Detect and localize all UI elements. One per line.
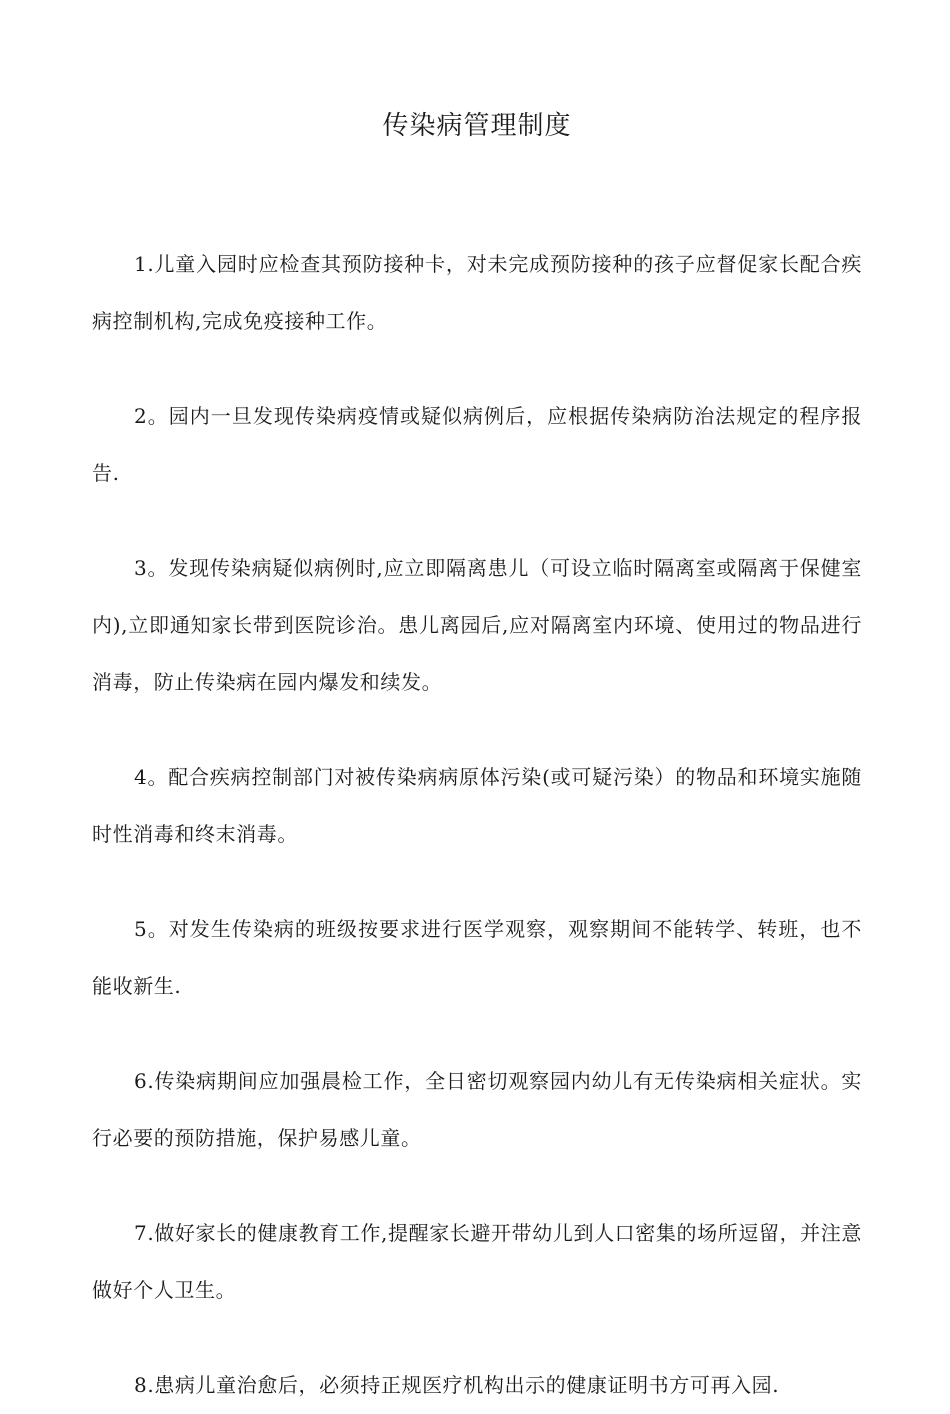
document-title: 传染病管理制度 — [382, 111, 572, 141]
regulation-item-5: 5。对发生传染病的班级按要求进行医学观察，观察期间不能转学、转班，也不能收新生. — [92, 917, 862, 998]
regulation-item-4: 4。配合疾病控制部门对被传染病病原体污染(或可疑污染）的物品和环境实施随时性消毒和终末消毒。 — [92, 765, 862, 846]
regulation-item-1: 1.儿童入园时应检查其预防接种卡，对未完成预防接种的孩子应督促家长配合疾病控制机构,完成免疫接种工作。 — [92, 252, 862, 333]
regulation-list — [92, 236, 862, 1414]
regulation-item-6: 6.传染病期间应加强晨检工作，全日密切观察园内幼儿有无传染病相关症状。实行必要的预防措施，保护易感儿童。 — [92, 1069, 862, 1150]
regulation-item-3: 3。发现传染病疑似病例时,应立即隔离患儿（可设立临时隔离室或隔离于保健室内),立即通知家长带到医院诊治。患儿离园后,应对隔离室内环境、使用过的物品进行消毒，防止传染病在园内爆发和续发。 — [92, 556, 862, 694]
regulation-item-8: 8.患病儿童治愈后，必须持正规医疗机构出示的健康证明书方可再入园. — [134, 1373, 780, 1397]
regulation-item-2: 2。园内一旦发现传染病疫情或疑似病例后，应根据传染病防治法规定的程序报告. — [92, 404, 862, 485]
regulation-item-7: 7.做好家长的健康教育工作,提醒家长避开带幼儿到人口密集的场所逗留，并注意做好个人卫生。 — [92, 1221, 862, 1302]
